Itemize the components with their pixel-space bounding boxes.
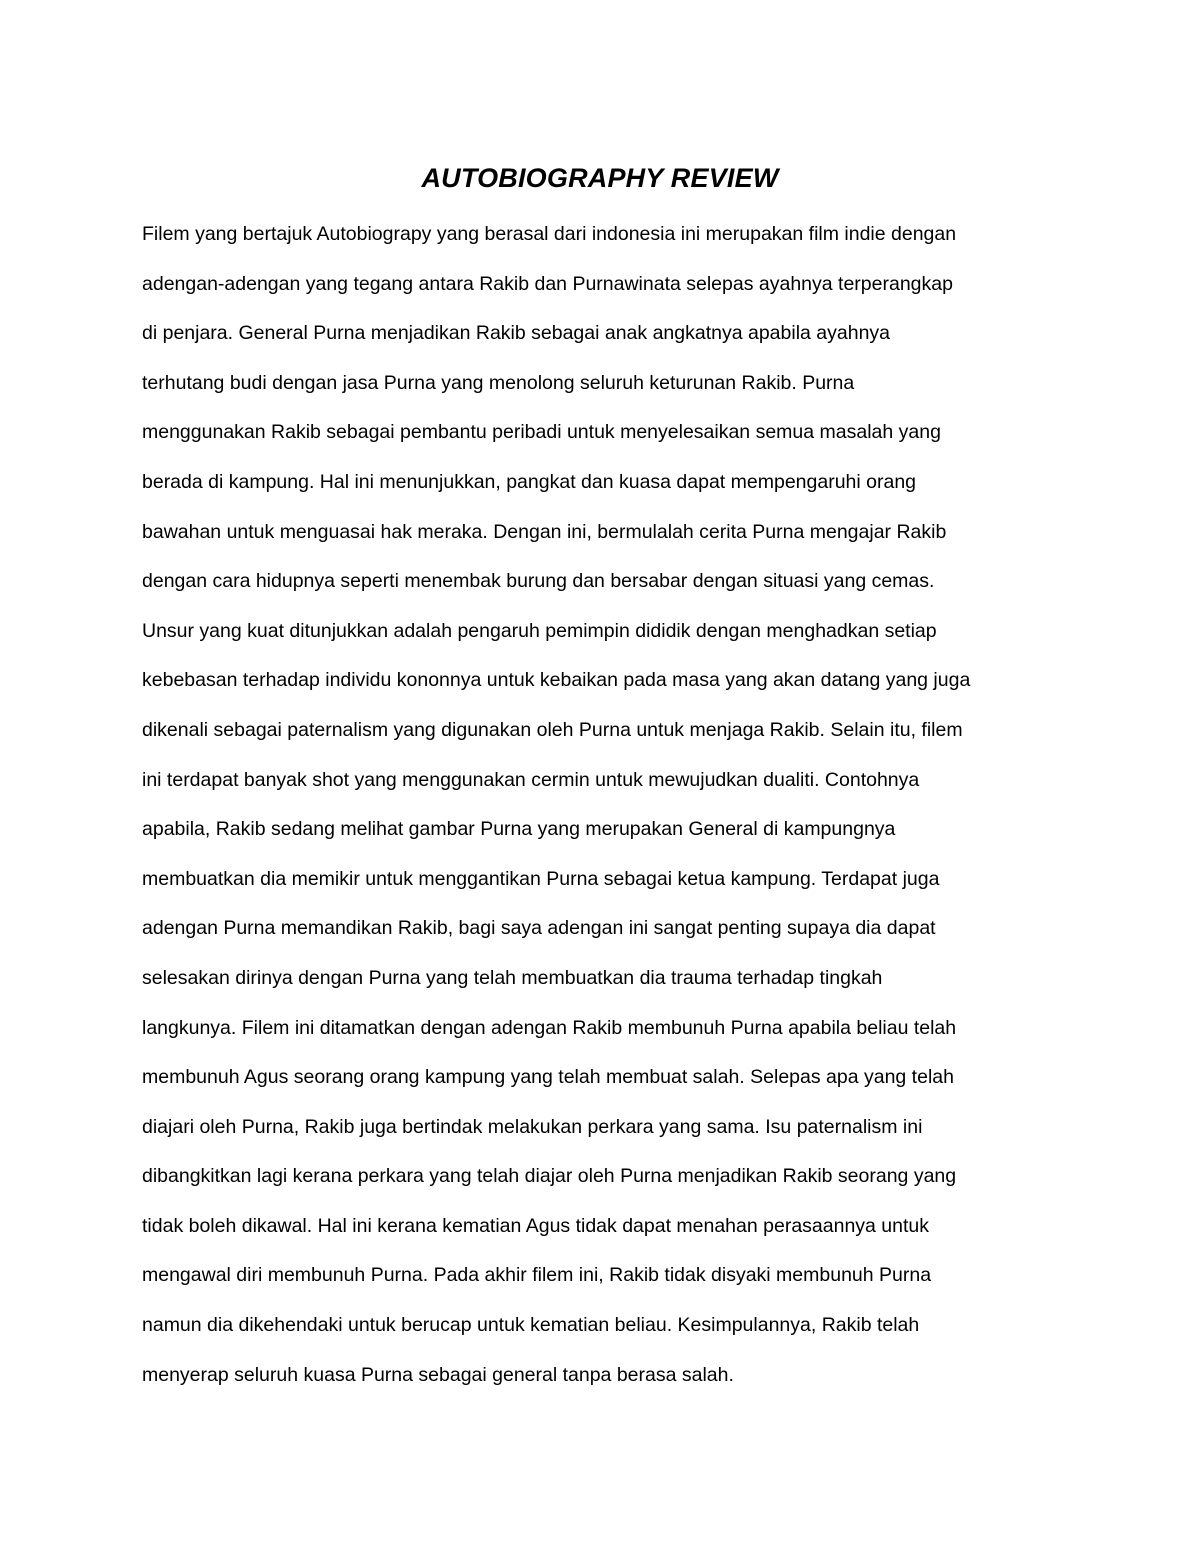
text-line: selesakan dirinya dengan Purna yang telah membuatkan dia trauma terhadap tingkah — [142, 966, 883, 989]
text-line: di penjara. General Purna menjadikan Rakib sebagai anak angkatnya apabila ayahnya — [142, 322, 891, 345]
text-line: dibangkitkan lagi kerana perkara yang telah diajar oleh Purna menjadikan Rakib seorang yang — [142, 1165, 957, 1188]
text-line: kebebasan terhadap individu kononnya untuk kebaikan pada masa yang akan datang yang juga — [142, 669, 971, 692]
text-line: langkunya. Filem ini ditamatkan dengan adengan Rakib membunuh Purna apabila beliau telah — [142, 1016, 957, 1039]
text-line: bawahan untuk menguasai hak meraka. Dengan ini, bermulalah cerita Purna mengajar Rakib — [142, 520, 947, 543]
text-line: adengan-adengan yang tegang antara Rakib dan Purnawinata selepas ayahnya terperangkap — [142, 272, 953, 295]
text-line: mengawal diri membunuh Purna. Pada akhir filem ini, Rakib tidak disyaki membunuh Purna — [142, 1264, 932, 1287]
document-title: AUTOBIOGRAPHY REVIEW — [421, 163, 779, 194]
text-line: menyerap seluruh kuasa Purna sebagai general tanpa berasa salah. — [142, 1363, 734, 1386]
body-paragraph — [142, 210, 1082, 1400]
text-line: membuatkan dia memikir untuk menggantikan Purna sebagai ketua kampung. Terdapat juga — [142, 867, 940, 890]
text-line: tidak boleh dikawal. Hal ini kerana kematian Agus tidak dapat menahan perasaannya untuk — [142, 1214, 930, 1237]
text-line: menggunakan Rakib sebagai pembantu peribadi untuk menyelesaikan semua masalah yang — [142, 421, 941, 444]
text-line: Filem yang bertajuk Autobiograpy yang berasal dari indonesia ini merupakan film indie dengan — [142, 223, 957, 245]
text-line: dikenali sebagai paternalism yang digunakan oleh Purna untuk menjaga Rakib. Selain itu, filem — [142, 718, 963, 741]
text-line: membunuh Agus seorang orang kampung yang telah membuat salah. Selepas apa yang telah — [142, 1066, 954, 1089]
text-line: berada di kampung. Hal ini menunjukkan, pangkat dan kuasa dapat mempengaruhi orang — [142, 470, 917, 493]
text-line: apabila, Rakib sedang melihat gambar Purna yang merupakan General di kampungnya — [142, 818, 896, 841]
text-line: namun dia dikehendaki untuk berucap untuk kematian beliau. Kesimpulannya, Rakib telah — [142, 1314, 920, 1337]
text-line: dengan cara hidupnya seperti menembak burung dan bersabar dengan situasi yang cemas. — [142, 570, 935, 593]
text-line: terhutang budi dengan jasa Purna yang menolong seluruh keturunan Rakib. Purna — [142, 371, 855, 394]
text-line: diajari oleh Purna, Rakib juga bertindak melakukan perkara yang sama. Isu paternalism ini — [142, 1115, 923, 1138]
text-line: Unsur yang kuat ditunjukkan adalah pengaruh pemimpin dididik dengan menghadkan setiap — [142, 619, 937, 642]
text-line: adengan Purna memandikan Rakib, bagi saya adengan ini sangat penting supaya dia dapat — [142, 917, 936, 940]
text-line: ini terdapat banyak shot yang menggunakan cermin untuk mewujudkan dualiti. Contohnya — [142, 768, 920, 791]
